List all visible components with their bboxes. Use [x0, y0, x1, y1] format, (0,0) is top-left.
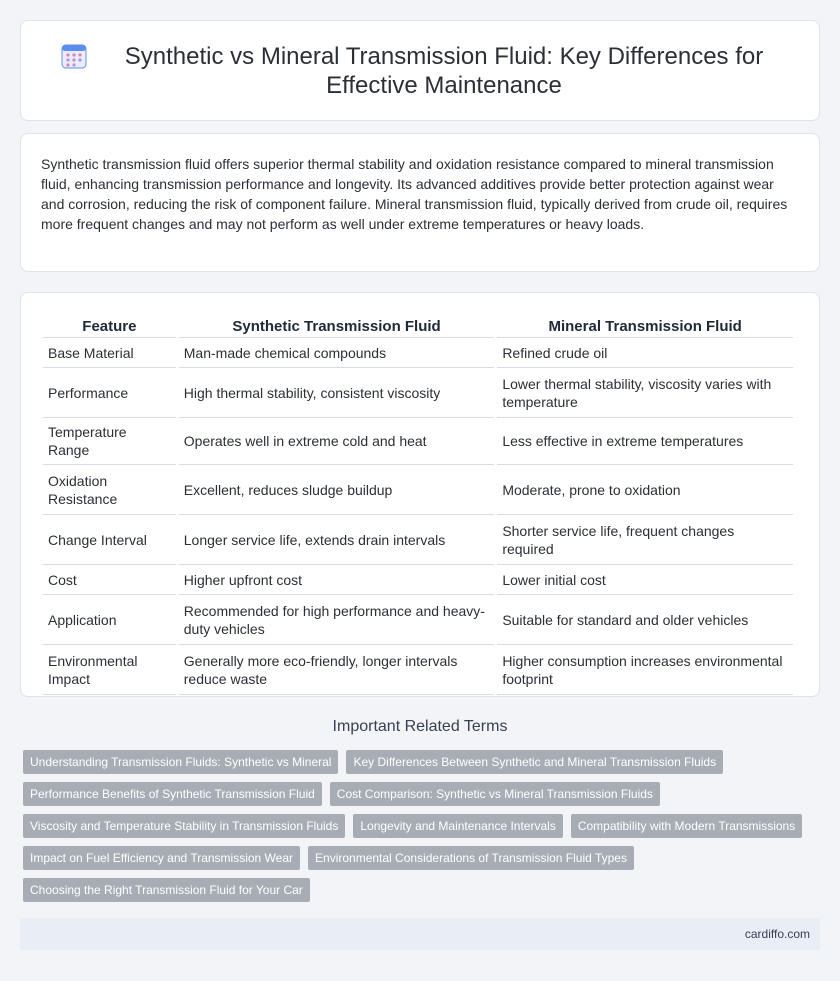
- table-row: [43, 515, 793, 565]
- table-header-row: [43, 315, 793, 338]
- related-terms-list: [23, 750, 823, 910]
- mineral-cell: Lower thermal stability, viscosity varies with temperature: [497, 368, 793, 418]
- table-row: [43, 595, 793, 645]
- related-term-tag[interactable]: Performance Benefits of Synthetic Transmission Fluid: [23, 782, 322, 806]
- mineral-cell: Moderate, prone to oxidation: [497, 465, 793, 515]
- mineral-cell: Less effective in extreme temperatures: [497, 418, 793, 465]
- mineral-cell: Higher consumption increases environmental footprint: [497, 645, 793, 695]
- related-term-tag[interactable]: Understanding Transmission Fluids: Synthetic vs Mineral: [23, 750, 338, 774]
- footer: [20, 918, 820, 950]
- feature-cell: Performance: [43, 368, 176, 418]
- related-term-tag[interactable]: Impact on Fuel Efficiency and Transmission Wear: [23, 846, 300, 870]
- related-term-tag[interactable]: Choosing the Right Transmission Fluid for Your Car: [23, 878, 310, 902]
- related-term-tag[interactable]: Cost Comparison: Synthetic vs Mineral Transmission Fluids: [330, 782, 660, 806]
- column-header-feature: Feature: [43, 315, 176, 338]
- related-term-tag[interactable]: Longevity and Maintenance Intervals: [353, 814, 562, 838]
- feature-cell: Environmental Impact: [43, 645, 176, 695]
- page-title: Synthetic vs Mineral Transmission Fluid: Key Differences for Effective Maintenance: [124, 42, 764, 99]
- intro-card: [20, 133, 820, 272]
- header-card: [20, 20, 820, 121]
- table-row: [43, 368, 793, 418]
- table-row: [43, 465, 793, 515]
- column-header-mineral: Mineral Transmission Fluid: [497, 315, 793, 338]
- intro-paragraph: Synthetic transmission fluid offers superior thermal stability and oxidation resistance compared to mineral transmission fluid, enhancing transmission performance and longevity. Its advanced additives provide better protection against wear and corrosion, reducing the risk of component failure. Mineral transmission fluid, typically derived from crude oil, requires more frequent changes and may not perform as well under extreme temperatures or heavy loads.: [41, 156, 788, 232]
- feature-cell: Cost: [43, 565, 176, 595]
- synthetic-cell: Higher upfront cost: [179, 565, 495, 595]
- mineral-cell: Shorter service life, frequent changes required: [497, 515, 793, 565]
- comparison-table: [40, 315, 796, 695]
- synthetic-cell: Excellent, reduces sludge buildup: [179, 465, 495, 515]
- column-header-synthetic: Synthetic Transmission Fluid: [179, 315, 495, 338]
- table-row: [43, 418, 793, 465]
- mineral-cell: Suitable for standard and older vehicles: [497, 595, 793, 645]
- feature-cell: Temperature Range: [43, 418, 176, 465]
- mineral-cell: Refined crude oil: [497, 338, 793, 368]
- synthetic-cell: Generally more eco-friendly, longer intervals reduce waste: [179, 645, 495, 695]
- feature-cell: Oxidation Resistance: [43, 465, 176, 515]
- synthetic-cell: High thermal stability, consistent viscosity: [179, 368, 495, 418]
- mineral-cell: Lower initial cost: [497, 565, 793, 595]
- synthetic-cell: Longer service life, extends drain intervals: [179, 515, 495, 565]
- table-row: [43, 565, 793, 595]
- feature-cell: Application: [43, 595, 176, 645]
- related-term-tag[interactable]: Environmental Considerations of Transmission Fluid Types: [308, 846, 634, 870]
- related-term-tag[interactable]: Compatibility with Modern Transmissions: [571, 814, 802, 838]
- calendar-grid-icon: [61, 43, 87, 69]
- comparison-table-card: [20, 292, 820, 697]
- related-term-tag[interactable]: Viscosity and Temperature Stability in Transmission Fluids: [23, 814, 345, 838]
- feature-cell: Base Material: [43, 338, 176, 368]
- synthetic-cell: Man-made chemical compounds: [179, 338, 495, 368]
- synthetic-cell: Recommended for high performance and heavy-duty vehicles: [179, 595, 495, 645]
- feature-cell: Change Interval: [43, 515, 176, 565]
- related-terms-heading: Important Related Terms: [332, 718, 508, 735]
- footer-site-link[interactable]: cardiffo.com: [744, 927, 810, 941]
- synthetic-cell: Operates well in extreme cold and heat: [179, 418, 495, 465]
- table-row: [43, 645, 793, 695]
- table-row: [43, 338, 793, 368]
- related-term-tag[interactable]: Key Differences Between Synthetic and Mineral Transmission Fluids: [346, 750, 723, 774]
